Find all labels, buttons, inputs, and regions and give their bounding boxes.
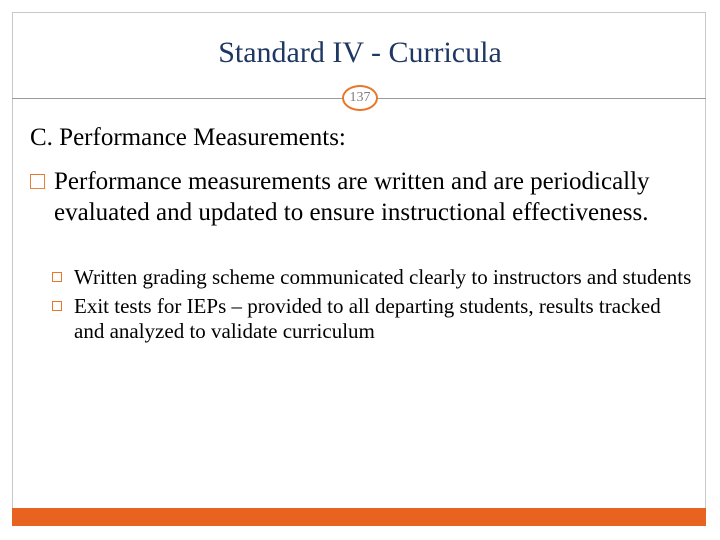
main-bullet-text: Performance measurements are written and are periodically evaluated and updated to ensure instructional effectiveness. — [54, 168, 650, 226]
section-heading: C. Performance Measurements: — [30, 124, 346, 151]
sub-bullet-item — [52, 294, 692, 344]
checkbox-bullet-icon — [52, 301, 62, 311]
footer-accent-bar — [12, 508, 706, 526]
sub-bullet-text: Exit tests for IEPs – provided to all departing students, results tracked and analyzed to validate curriculum — [74, 294, 661, 343]
sub-bullet-list — [52, 265, 692, 348]
slide-title: Standard IV - Curricula — [218, 36, 502, 69]
main-bullet-point — [30, 166, 680, 228]
sub-bullet-item — [52, 265, 692, 290]
page-number-badge: 137 — [342, 85, 378, 111]
checkbox-bullet-icon — [52, 272, 62, 282]
sub-bullet-text: Written grading scheme communicated clearly to instructors and students — [74, 265, 692, 289]
bullet-icon: □ — [30, 168, 46, 195]
